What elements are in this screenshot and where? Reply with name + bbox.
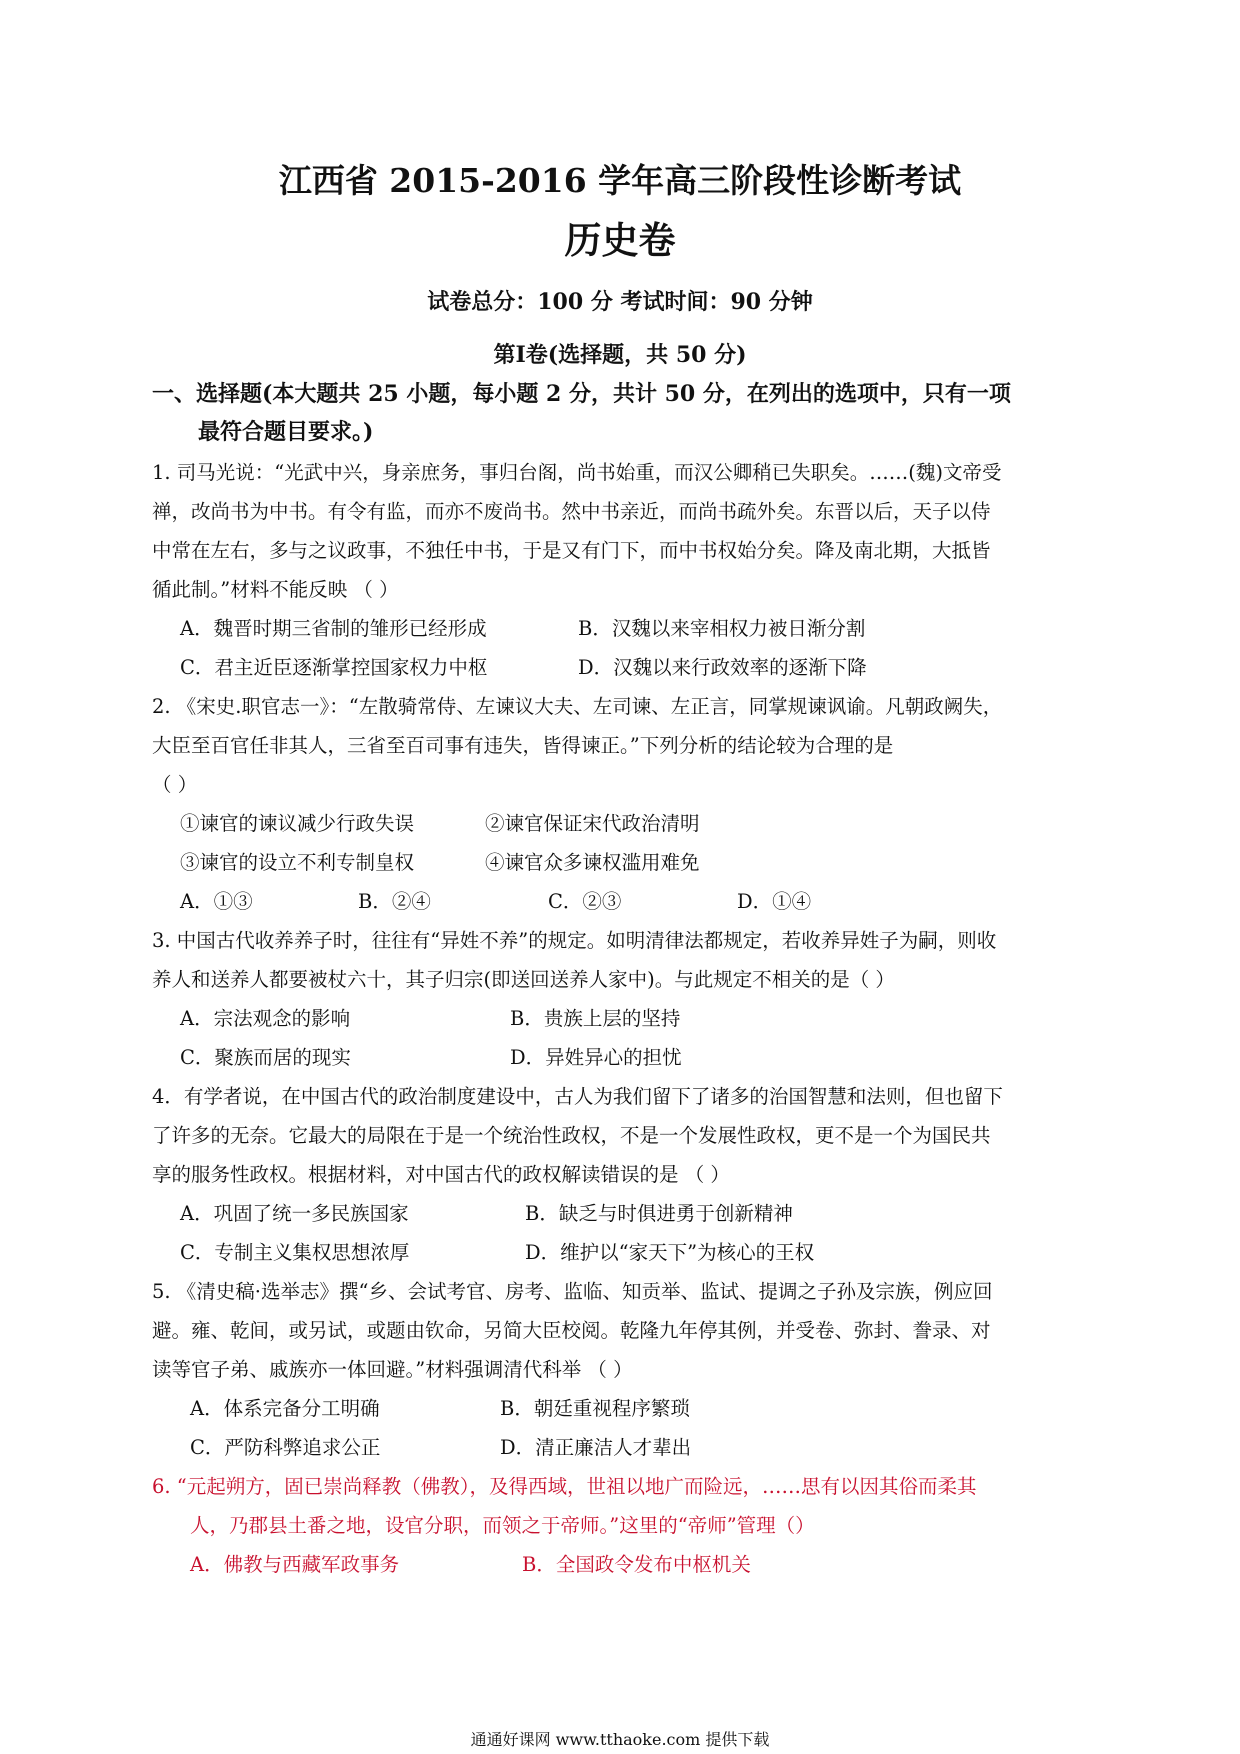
q4-option-b: B．缺乏与时俱进勇于创新精神: [525, 1202, 793, 1225]
q3-option-d: D．异姓异心的担忧: [510, 1046, 682, 1069]
q1-option-b: B．汉魏以来宰相权力被日渐分割: [578, 617, 866, 640]
q2-statement-2: ②谏官保证宋代政治清明: [485, 812, 700, 835]
q3-option-c: C．聚族而居的现实: [180, 1046, 351, 1069]
q4-line-3: 享的服务性政权。根据材料，对中国古代的政权解读错误的是 （ ）: [152, 1163, 730, 1186]
q2-line-3: （ ）: [152, 773, 198, 796]
q1-line-2: 禅，改尚书为中书。有令有监，而亦不废尚书。然中书亲近，而尚书疏外矣。东晋以后，天子以侍: [152, 500, 991, 523]
q3-line-2: 养人和送养人都要被杖六十，其子归宗(即送回送养人家中)。与此规定不相关的是（ ）: [152, 968, 895, 991]
q5-option-c: C．严防科弊追求公正: [190, 1436, 381, 1459]
q2-statement-4: ④谏官众多谏权滥用难免: [485, 851, 700, 874]
q4-option-d: D．维护以“家天下”为核心的王权: [525, 1241, 815, 1264]
q2-statement-1: ①谏官的谏议减少行政失误: [180, 812, 415, 835]
q3-option-b: B．贵族上层的坚持: [510, 1007, 681, 1030]
q2-option-c: C．②③: [548, 890, 622, 913]
q1-option-a: A．魏晋时期三省制的雏形已经形成: [180, 617, 487, 640]
q4-option-a: A．巩固了统一多民族国家: [180, 1202, 409, 1225]
q2-option-b: B．②④: [358, 890, 431, 913]
q1-option-c: C．君主近臣逐渐掌控国家权力中枢: [180, 656, 488, 679]
q2-line-1: 2. 《宋史.职官志一》：“左散骑常侍、左谏议大夫、左司谏、左正言，同掌规谏讽谕。凡朝政阙失，: [152, 695, 1003, 718]
exam-title: 江西省 2015-2016 学年高三阶段性诊断考试: [278, 161, 962, 200]
q5-option-b: B．朝廷重视程序繁琐: [500, 1397, 690, 1420]
q1-option-d: D．汉魏以来行政效率的逐渐下降: [578, 656, 867, 679]
q2-line-2: 大臣至百官任非其人，三省至百司事有违失，皆得谏正。”下列分析的结论较为合理的是: [152, 734, 894, 757]
q1-line-1: 1. 司马光说：“光武中兴，身亲庶务，事归台阁，尚书始重，而汉公卿稍已失职矣。……(魏)文帝受: [152, 461, 1002, 484]
q5-line-3: 读等官子弟、戚族亦一体回避。”材料强调清代科举 （ ）: [152, 1358, 633, 1381]
q6-option-a: A．佛教与西藏军政事务: [190, 1553, 400, 1576]
q2-option-d: D．①④: [737, 890, 812, 913]
exam-subtitle: 历史卷: [564, 218, 676, 262]
q5-line-2: 避。雍、乾间，或另试，或题由钦命，另简大臣校阅。乾隆九年停其例，并受卷、弥封、誊录、对: [152, 1319, 991, 1342]
q4-line-2: 了许多的无奈。它最大的局限在于是一个统治性政权，不是一个发展性政权，更不是一个为国民共: [152, 1124, 991, 1147]
q3-line-1: 3. 中国古代收养养子时，往往有“异姓不养”的规定。如明清律法都规定，若收养异姓子为嗣，则收: [152, 929, 997, 952]
q3-option-a: A．宗法观念的影响: [180, 1007, 351, 1030]
q2-option-a: A．①③: [180, 890, 253, 913]
q4-line-1: 4．有学者说，在中国古代的政治制度建设中，古人为我们留下了诸多的治国智慧和法则，但也留下: [152, 1085, 1003, 1108]
page-footer: 通通好课网 www.tthaoke.com 提供下载: [470, 1730, 770, 1749]
section-title: 第Ⅰ卷(选择题，共 50 分): [493, 342, 747, 368]
q1-line-4: 循此制。”材料不能反映 （ ）: [152, 578, 399, 601]
part-heading-line1: 一、选择题(本大题共 25 小题，每小题 2 分，共计 50 分，在列出的选项中，只有一项: [152, 381, 1011, 407]
q6-option-b: B．全国政令发布中枢机关: [522, 1553, 751, 1576]
q5-option-a: A．体系完备分工明确: [190, 1397, 380, 1420]
q2-statement-3: ③谏官的设立不利专制皇权: [180, 851, 415, 874]
q6-line-2: 人，乃郡县土番之地，设官分职，而领之于帝师。”这里的“帝师”管理（）: [190, 1514, 815, 1537]
q5-line-1: 5. 《清史稿·选举志》撰“乡、会试考官、房考、监临、知贡举、监试、提调之子孙及宗族，例应回: [152, 1280, 993, 1303]
exam-info: 试卷总分：100 分 考试时间：90 分钟: [427, 289, 813, 315]
q1-line-3: 中常在左右，多与之议政事，不独任中书，于是又有门下，而中书权始分矣。降及南北期，大抵皆: [152, 539, 991, 562]
part-heading-line2: 最符合题目要求。): [198, 419, 374, 445]
q4-option-c: C．专制主义集权思想浓厚: [180, 1241, 410, 1264]
q5-option-d: D．清正廉洁人才辈出: [500, 1436, 692, 1459]
q6-line-1: 6. “元起朔方，固已崇尚释教（佛教），及得西域，世祖以地广而险远，……思有以因其俗而柔其: [152, 1475, 977, 1498]
